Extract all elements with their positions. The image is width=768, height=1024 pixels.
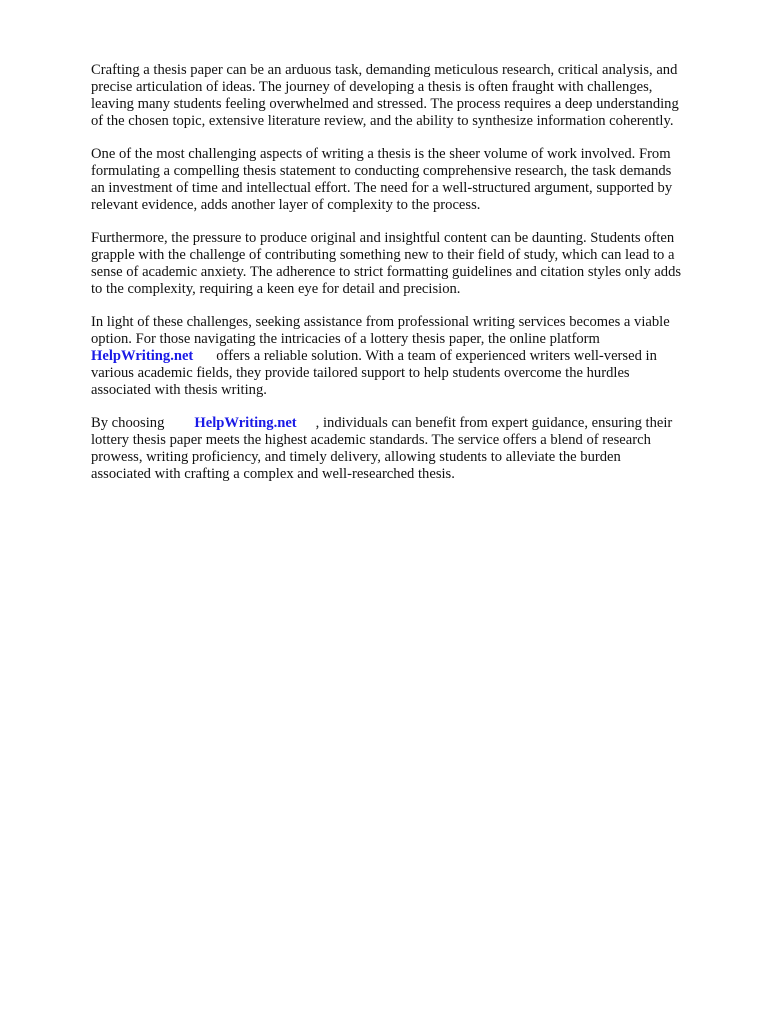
- text-line: associated with crafting a complex and well-researched thesis.: [91, 466, 455, 482]
- paragraph-intro: [91, 62, 731, 130]
- text-line: associated with thesis writing.: [91, 382, 267, 398]
- text-line: Furthermore, the pressure to produce original and insightful content can be daunting. Students often: [91, 230, 675, 246]
- text-fragment: By choosing: [91, 415, 165, 431]
- text-line: grapple with the challenge of contributing something new to their field of study, which can lead to a: [91, 247, 675, 263]
- text-line: to the complexity, requiring a keen eye for detail and precision.: [91, 281, 461, 297]
- text-line: relevant evidence, adds another layer of complexity to the process.: [91, 197, 481, 213]
- text-line-with-link: [91, 415, 731, 432]
- paragraph-challenges: [91, 146, 731, 214]
- paragraph-pressure: [91, 230, 731, 298]
- helpwriting-link[interactable]: HelpWriting.net: [91, 348, 194, 364]
- paragraph-choosing: [91, 415, 731, 483]
- text-line: One of the most challenging aspects of writing a thesis is the sheer volume of work involved. From: [91, 146, 671, 162]
- paragraph-assistance: [91, 314, 731, 399]
- text-line: precise articulation of ideas. The journey of developing a thesis is often fraught with challenges,: [91, 79, 653, 95]
- text-line: various academic fields, they provide tailored support to help students overcome the hurdles: [91, 365, 630, 381]
- text-line-with-link: [91, 348, 731, 365]
- text-line: In light of these challenges, seeking assistance from professional writing services becomes a viable: [91, 314, 670, 330]
- text-fragment: offers a reliable solution. With a team of experienced writers well-versed in: [216, 348, 657, 364]
- text-line: formulating a compelling thesis statement to conducting comprehensive research, the task demands: [91, 163, 672, 179]
- text-line: Crafting a thesis paper can be an arduous task, demanding meticulous research, critical analysis, and: [91, 62, 678, 78]
- text-line: sense of academic anxiety. The adherence to strict formatting guidelines and citation styles only adds: [91, 264, 682, 280]
- text-line: lottery thesis paper meets the highest academic standards. The service offers a blend of research: [91, 432, 651, 448]
- text-line: prowess, writing proficiency, and timely delivery, allowing students to alleviate the burden: [91, 449, 621, 465]
- text-line: an investment of time and intellectual effort. The need for a well-structured argument, supported by: [91, 180, 673, 196]
- text-line: leaving many students feeling overwhelmed and stressed. The process requires a deep understanding: [91, 96, 679, 112]
- text-line: of the chosen topic, extensive literature review, and the ability to synthesize information coherently.: [91, 113, 674, 129]
- helpwriting-link[interactable]: HelpWriting.net: [194, 415, 297, 431]
- document-body: [91, 62, 731, 499]
- text-fragment: , individuals can benefit from expert guidance, ensuring their: [315, 415, 673, 431]
- text-line: option. For those navigating the intricacies of a lottery thesis paper, the online platform: [91, 331, 600, 347]
